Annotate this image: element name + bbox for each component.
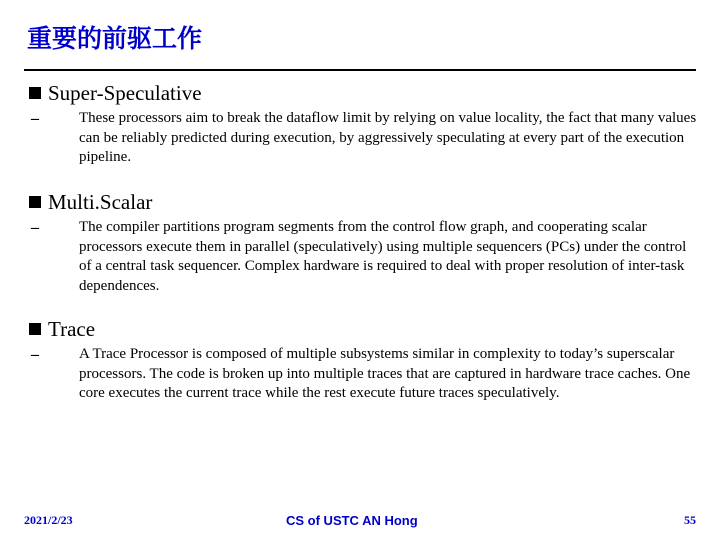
title-divider	[24, 69, 696, 71]
footer-date: 2021/2/23	[24, 513, 73, 527]
section-super-speculative	[27, 80, 697, 168]
square-bullet-icon	[29, 196, 41, 208]
section-heading: Trace	[48, 317, 96, 341]
page-number: 55	[684, 513, 696, 527]
footer-author: CS of USTC AN Hong	[286, 513, 418, 528]
slide-title: 重要的前驱工作	[27, 24, 203, 53]
section-heading: Super-Speculative	[48, 81, 202, 105]
section-multiscalar	[27, 189, 697, 296]
dash-bullet-icon: –	[31, 110, 39, 127]
dash-bullet-icon: –	[31, 219, 39, 236]
square-bullet-icon	[29, 87, 41, 99]
section-body: The compiler partitions program segments from the control flow graph, and cooperating scalar processors execute them in parallel (speculatively) using multiple sequencers (PCs) under the control of a central task sequencer. Complex hardware is required to deal with proper resolution of inter-task dependences.	[79, 219, 687, 294]
section-body: These processors aim to break the dataflow limit by relying on value locality, the fact that many values can be reliably predicted during execution, by aggressively speculating at every part of the execution pipeline.	[79, 110, 697, 165]
dash-bullet-icon: –	[31, 346, 39, 363]
section-heading: Multi.Scalar	[48, 190, 153, 214]
square-bullet-icon	[29, 323, 41, 335]
section-body: A Trace Processor is composed of multiple subsystems similar in complexity to today’s superscalar processors. The code is broken up into multiple traces that are captured in hardware trace caches. One core executes the current trace while the rest execute future traces speculatively.	[79, 346, 691, 401]
section-trace	[27, 316, 697, 404]
